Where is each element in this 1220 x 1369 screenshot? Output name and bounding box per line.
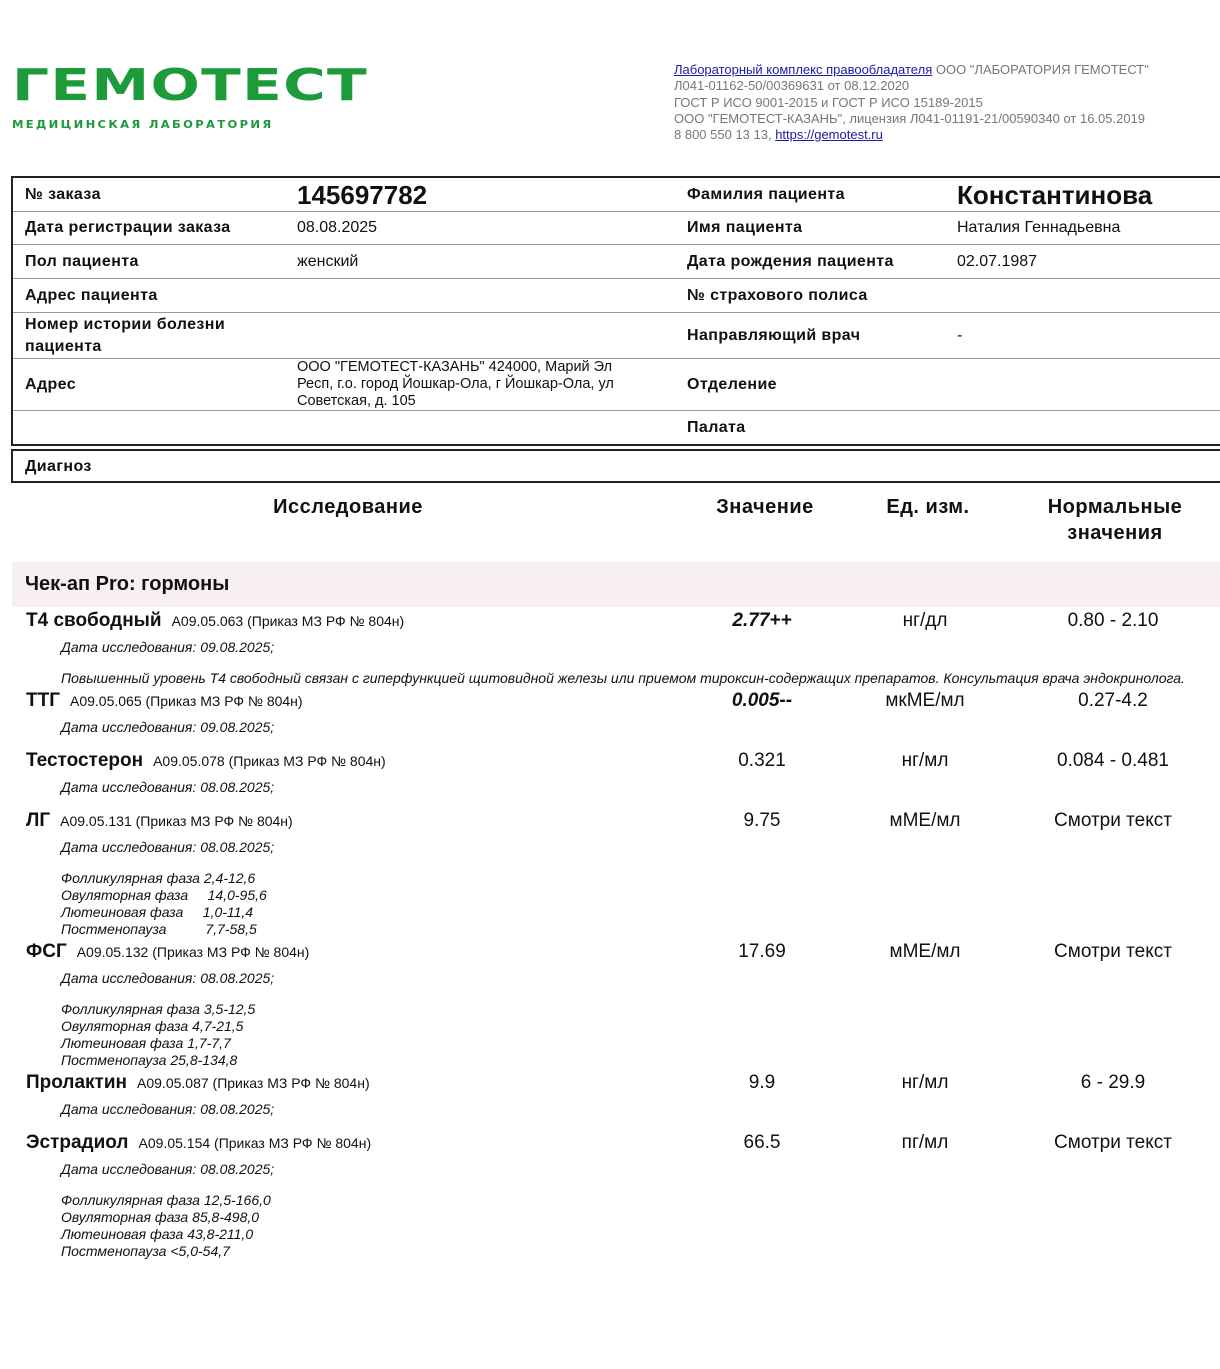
- test-value: 0.005--: [731, 690, 793, 711]
- reg-date: 08.08.2025: [297, 219, 378, 236]
- test-unit: мМЕ/мл: [889, 810, 961, 831]
- test-date: Дата исследования: 08.08.2025;: [61, 970, 275, 986]
- reference-phases: [0, 870, 1220, 938]
- lab-license: Л041-01162-50/00369631 от 08.12.2020: [674, 78, 910, 94]
- phase-range: Фолликулярная фаза 12,5-166,0: [61, 1192, 271, 1208]
- test-row: [0, 939, 1220, 1070]
- logo-title: ГЕМОТЕСТ: [12, 60, 368, 111]
- doctor-label: Направляющий врач: [687, 326, 861, 344]
- test-date: Дата исследования: 08.08.2025;: [61, 1101, 275, 1117]
- test-row: [0, 808, 1220, 939]
- test-code: A09.05.063 (Приказ МЗ РФ № 804н): [171, 613, 405, 629]
- lab-info: [674, 62, 1149, 143]
- col-value: Значение: [716, 496, 814, 518]
- test-norm: 0.084 - 0.481: [1057, 750, 1169, 771]
- results-list: [0, 608, 1220, 1261]
- test-row: [0, 688, 1220, 748]
- test-name: Пролактин: [26, 1072, 128, 1093]
- patient-name: Наталия Геннадьевна: [957, 219, 1121, 236]
- dob-label: Дата рождения пациента: [687, 252, 894, 270]
- patient-surname: Константинова: [957, 179, 1153, 210]
- test-name: ФСГ: [26, 941, 67, 962]
- lab-phone: 8 800 550 13 13,: [674, 127, 776, 143]
- reg-date-label: Дата регистрации заказа: [25, 219, 231, 236]
- phase-range: Постменопауза 7,7-58,5: [61, 921, 257, 937]
- test-name: ТТГ: [26, 690, 60, 711]
- reference-phases: [0, 1001, 1220, 1069]
- test-code: A09.05.087 (Приказ МЗ РФ № 804н): [137, 1075, 370, 1091]
- test-norm: 6 - 29.9: [1080, 1072, 1146, 1093]
- website-link[interactable]: https://gemotest.ru: [775, 127, 883, 143]
- phase-range: Лютеиновая фаза 1,0-11,4: [61, 904, 254, 920]
- test-date: Дата исследования: 09.08.2025;: [61, 719, 275, 735]
- col-study: Исследование: [273, 496, 423, 518]
- test-unit: нг/дл: [902, 610, 948, 631]
- test-row: [0, 608, 1220, 688]
- test-norm: Смотри текст: [1054, 1132, 1172, 1153]
- test-row: [0, 748, 1220, 808]
- phase-range: Фолликулярная фаза 2,4-12,6: [61, 870, 256, 886]
- lab-owner: ООО "ЛАБОРАТОРИЯ ГЕМОТЕСТ": [932, 62, 1149, 77]
- patient-dob: 02.07.1987: [957, 252, 1038, 270]
- patient-sex: женский: [297, 252, 359, 270]
- phase-range: Овуляторная фаза 4,7-21,5: [61, 1018, 244, 1034]
- test-value: 2.77++: [732, 610, 792, 631]
- doctor: -: [957, 326, 963, 344]
- address-label: Адрес: [25, 375, 77, 393]
- test-value: 0.321: [738, 750, 786, 771]
- test-code: A09.05.065 (Приказ МЗ РФ № 804н): [69, 693, 303, 709]
- diagnosis-label: Диагноз: [11, 449, 1220, 483]
- reference-phases: [0, 1192, 1220, 1260]
- test-comment: Повышенный уровень Т4 свободный связан с гиперфункцией щитовидной железы или приемом тироксин-содержащих препаратов. Консультация врача эндокринолога.: [61, 670, 1185, 686]
- test-code: A09.05.132 (Приказ МЗ РФ № 804н): [76, 944, 310, 960]
- name-label: Имя пациента: [687, 219, 803, 236]
- test-unit: мМЕ/мл: [889, 941, 961, 962]
- test-name: Тестостерон: [26, 750, 144, 771]
- department-label: Отделение: [687, 375, 777, 393]
- test-code: A09.05.131 (Приказ МЗ РФ № 804н): [60, 813, 293, 829]
- phase-range: Фолликулярная фаза 3,5-12,5: [61, 1001, 256, 1017]
- test-date: Дата исследования: 08.08.2025;: [61, 839, 275, 855]
- logo-subtitle: МЕДИЦИНСКАЯ ЛАБОРАТОРИЯ: [12, 118, 274, 131]
- policy-label: № страхового полиса: [687, 286, 868, 304]
- test-norm: 0.80 - 2.10: [1067, 610, 1159, 631]
- patient-address-label: Адрес пациента: [25, 286, 158, 304]
- sex-label: Пол пациента: [25, 252, 139, 270]
- test-date: Дата исследования: 08.08.2025;: [61, 779, 275, 795]
- test-unit: нг/мл: [901, 1072, 949, 1093]
- lab-standards: ГОСТ Р ИСО 9001-2015 и ГОСТ Р ИСО 15189-2015: [674, 94, 983, 110]
- test-value: 66.5: [743, 1132, 781, 1153]
- test-row: [0, 1070, 1220, 1130]
- test-unit: нг/мл: [901, 750, 949, 771]
- test-date: Дата исследования: 09.08.2025;: [61, 639, 275, 655]
- test-code: A09.05.154 (Приказ МЗ РФ № 804н): [138, 1135, 372, 1151]
- surname-label: Фамилия пациента: [687, 185, 845, 203]
- phase-range: Овуляторная фаза 85,8-498,0: [61, 1209, 260, 1225]
- col-unit: Ед. изм.: [886, 496, 970, 518]
- lab-branch: ООО "ГЕМОТЕСТ-КАЗАНЬ", лицензия Л041-01191-21/00590340 от 16.05.2019: [674, 110, 1146, 126]
- test-value: 9.9: [748, 1072, 776, 1093]
- test-unit: мкМЕ/мл: [885, 690, 965, 711]
- lab-complex-link[interactable]: Лабораторный комплекс правообладателя: [674, 62, 933, 77]
- test-value: 9.75: [743, 810, 781, 831]
- order-label: № заказа: [25, 185, 101, 203]
- patient-info-table: [11, 176, 1220, 446]
- phase-range: Постменопауза <5,0-54,7: [61, 1243, 230, 1259]
- test-name: Эстрадиол: [26, 1132, 129, 1153]
- phase-range: Лютеиновая фаза 43,8-211,0: [61, 1226, 254, 1242]
- test-name: ЛГ: [26, 810, 51, 831]
- section-title: Чек-ап Pro: гормоны: [12, 562, 1220, 607]
- ward-label: Палата: [687, 418, 746, 436]
- test-norm: Смотри текст: [1054, 810, 1172, 831]
- phase-range: Постменопауза 25,8-134,8: [61, 1052, 238, 1068]
- order-number: 145697782: [297, 179, 428, 210]
- test-value: 17.69: [738, 941, 786, 962]
- history-label: Номер истории болезни пациента: [25, 315, 226, 355]
- col-norm: Нормальные значения: [1047, 496, 1183, 544]
- test-norm: 0.27-4.2: [1078, 690, 1148, 711]
- test-date: Дата исследования: 08.08.2025;: [61, 1161, 275, 1177]
- test-code: A09.05.078 (Приказ МЗ РФ № 804н): [153, 753, 386, 769]
- lab-address: ООО "ГЕМОТЕСТ-КАЗАНЬ" 424000, Марий Эл Респ, г.о. город Йошкар-Ола, г Йошкар-Ола, ул Советская, д. 105: [297, 359, 614, 409]
- test-norm: Смотри текст: [1054, 941, 1172, 962]
- gemotest-logo: [12, 60, 368, 132]
- test-unit: пг/мл: [901, 1132, 949, 1153]
- test-row: [0, 1130, 1220, 1261]
- phase-range: Лютеиновая фаза 1,7-7,7: [61, 1035, 231, 1051]
- test-name: Т4 свободный: [26, 610, 162, 631]
- phase-range: Овуляторная фаза 14,0-95,6: [61, 887, 267, 903]
